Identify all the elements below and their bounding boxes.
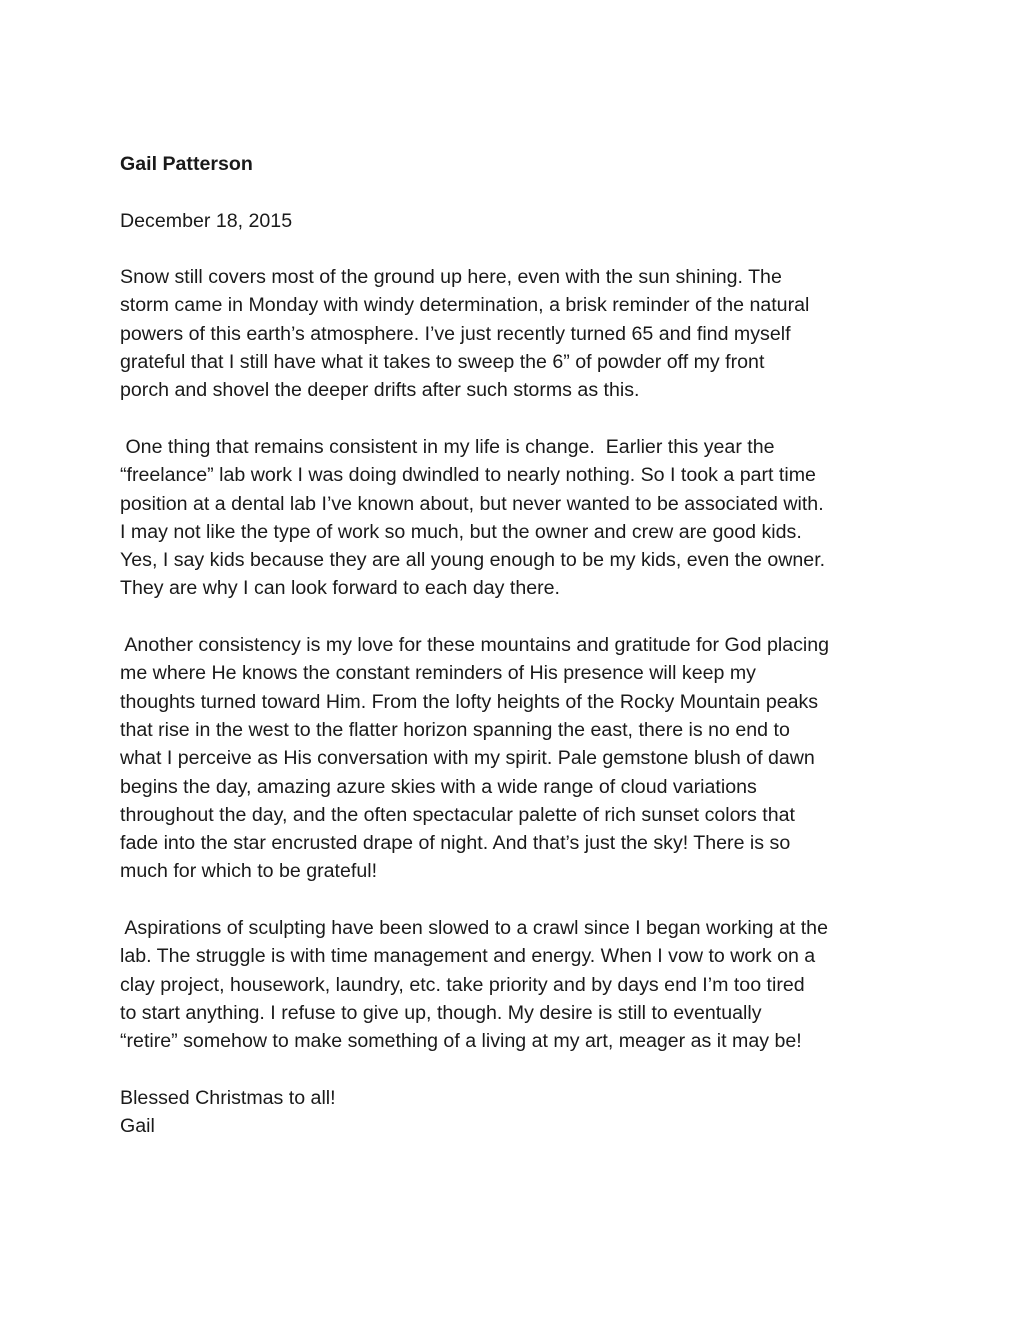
paragraph-line: They are why I can look forward to each day there. xyxy=(120,577,560,600)
paragraph-line: “retire” somehow to make something of a living at my art, meager as it may be! xyxy=(120,1030,802,1053)
paragraph-line: begins the day, amazing azure skies with a wide range of cloud variations xyxy=(120,775,757,798)
paragraph-line: powers of this earth’s atmosphere. I’ve just recently turned 65 and find myself xyxy=(120,322,791,345)
paragraph-line: much for which to be grateful! xyxy=(120,860,378,883)
paragraph-line: porch and shovel the deeper drifts after such storms as this. xyxy=(120,379,640,402)
paragraph-1 xyxy=(120,263,910,404)
paragraph-line: what I perceive as His conversation with my spirit. Pale gemstone blush of dawn xyxy=(120,747,815,770)
signature: Gail xyxy=(120,1115,155,1138)
author-name: Gail Patterson xyxy=(120,153,253,175)
paragraph-line: throughout the day, and the often spectacular palette of rich sunset colors that xyxy=(120,803,795,826)
paragraph-line: Aspirations of sculpting have been slowed to a crawl since I began working at the xyxy=(120,917,828,940)
paragraph-line: position at a dental lab I’ve known about, but never wanted to be associated with. xyxy=(120,492,824,515)
spacer xyxy=(120,886,910,914)
paragraph-line: One thing that remains consistent in my life is change. Earlier this year the xyxy=(120,435,775,458)
paragraph-line: Another consistency is my love for these mountains and gratitude for God placing xyxy=(120,634,830,657)
paragraph-line: thoughts turned toward Him. From the lofty heights of the Rocky Mountain peaks xyxy=(120,690,819,713)
paragraph-line: lab. The struggle is with time management and energy. When I vow to work on a xyxy=(120,945,816,968)
paragraph-line: storm came in Monday with windy determination, a brisk reminder of the natural xyxy=(120,294,810,317)
spacer xyxy=(120,178,910,206)
paragraph-2 xyxy=(120,433,910,603)
paragraph-line: that rise in the west to the flatter horizon spanning the east, there is no end to xyxy=(120,718,790,741)
paragraph-line: clay project, housework, laundry, etc. take priority and by days end I’m too tired xyxy=(120,973,805,996)
paragraph-line: “freelance” lab work I was doing dwindled to nearly nothing. So I took a part time xyxy=(120,464,816,487)
letter-date: December 18, 2015 xyxy=(120,209,293,232)
letter-page xyxy=(120,150,910,1140)
paragraph-line: me where He knows the constant reminders of His presence will keep my xyxy=(120,662,756,685)
paragraph-line: Yes, I say kids because they are all young enough to be my kids, even the owner. xyxy=(120,549,826,572)
spacer xyxy=(120,603,910,631)
paragraph-line: fade into the star encrusted drape of night. And that’s just the sky! There is so xyxy=(120,832,791,855)
closing-line: Blessed Christmas to all! xyxy=(120,1086,336,1109)
paragraph-line: I may not like the type of work so much, but the owner and crew are good kids. xyxy=(120,520,802,543)
spacer xyxy=(120,235,910,263)
paragraph-4 xyxy=(120,914,910,1055)
spacer xyxy=(120,1056,910,1084)
paragraph-line: grateful that I still have what it takes to sweep the 6” of powder off my front xyxy=(120,351,765,374)
paragraph-3 xyxy=(120,631,910,886)
paragraph-line: to start anything. I refuse to give up, though. My desire is still to eventually xyxy=(120,1001,762,1024)
spacer xyxy=(120,405,910,433)
paragraph-line: Snow still covers most of the ground up here, even with the sun shining. The xyxy=(120,266,782,289)
